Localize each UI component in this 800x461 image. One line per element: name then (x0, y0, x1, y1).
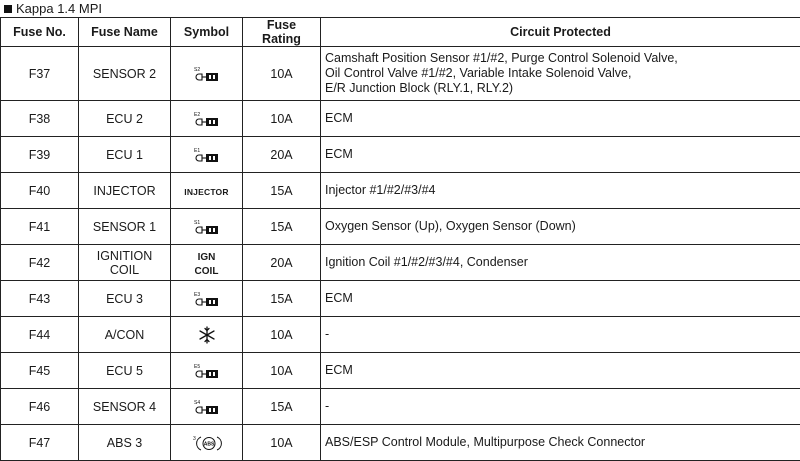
fuse-no-cell: F42 (1, 245, 79, 281)
section-header (4, 0, 102, 17)
fuse-no-cell: F46 (1, 389, 79, 425)
col-header-symbol: Symbol (171, 18, 243, 47)
table-row (1, 47, 800, 101)
fuse-rating-cell: 20A (243, 245, 321, 281)
table-row (1, 101, 800, 137)
fuse-name-cell: A/CON (79, 317, 171, 353)
bullet-square-icon (4, 5, 12, 13)
symbol-cell (171, 281, 243, 317)
fuse-name-cell: ABS 3 (79, 425, 171, 461)
svg-text:S1: S1 (194, 220, 200, 226)
fuse-name-cell: ECU 5 (79, 353, 171, 389)
symbol-cell (171, 209, 243, 245)
circuit-protected-cell: Oxygen Sensor (Up), Oxygen Sensor (Down) (321, 209, 800, 245)
table-row (1, 317, 800, 353)
symbol-cell (171, 245, 243, 281)
fuse-rating-cell: 20A (243, 137, 321, 173)
fuse-rating-cell: 15A (243, 173, 321, 209)
svg-text:E2: E2 (194, 112, 200, 118)
snowflake-icon (198, 326, 216, 344)
circuit-protected-cell: ECM (321, 137, 800, 173)
circuit-protected-cell: Ignition Coil #1/#2/#3/#4, Condenser (321, 245, 800, 281)
fuse-rating-cell: 15A (243, 281, 321, 317)
fuse-rating-cell: 10A (243, 47, 321, 101)
fuse-rating-cell: 10A (243, 353, 321, 389)
fuse-no-cell: F41 (1, 209, 79, 245)
svg-text:E3: E3 (194, 292, 200, 298)
table-row (1, 425, 800, 461)
symbol-text: INJECTOR (184, 187, 228, 197)
table-row (1, 245, 800, 281)
fuse-name-cell: SENSOR 1 (79, 209, 171, 245)
fuse-name-cell: IGNITION COIL (79, 245, 171, 281)
svg-text:S4: S4 (194, 400, 200, 406)
col-header-fuse-name: Fuse Name (79, 18, 171, 47)
circuit-protected-cell: - (321, 389, 800, 425)
symbol-cell (171, 317, 243, 353)
fuse-no-cell: F47 (1, 425, 79, 461)
fuse-name-cell: INJECTOR (79, 173, 171, 209)
col-header-circuit-protected: Circuit Protected (321, 18, 800, 47)
circuit-protected-cell: Camshaft Position Sensor #1/#2, Purge Control Solenoid Valve, Oil Control Valve #1/#2, Variable Intake Solenoid Valve, E/R Junction Block (RLY.1, RLY.2) (321, 47, 800, 101)
circuit-protected-cell: ECM (321, 353, 800, 389)
fuse-name-cell: ECU 3 (79, 281, 171, 317)
table-row (1, 389, 800, 425)
svg-text:3: 3 (193, 436, 196, 442)
table-row (1, 209, 800, 245)
symbol-cell (171, 173, 243, 209)
fuse-no-cell: F37 (1, 47, 79, 101)
table-row (1, 353, 800, 389)
fuse-no-cell: F39 (1, 137, 79, 173)
engine-icon (192, 111, 222, 127)
symbol-cell (171, 137, 243, 173)
svg-text:S2: S2 (194, 67, 200, 73)
circuit-protected-cell: ECM (321, 101, 800, 137)
col-header-fuse-no: Fuse No. (1, 18, 79, 47)
svg-text:E5: E5 (194, 364, 200, 370)
table-row (1, 173, 800, 209)
fuse-rating-cell: 10A (243, 317, 321, 353)
engine-icon (192, 66, 222, 82)
engine-icon (192, 363, 222, 379)
fuse-no-cell: F44 (1, 317, 79, 353)
symbol-cell (171, 425, 243, 461)
fuse-rating-cell: 15A (243, 209, 321, 245)
svg-text:ABS: ABS (203, 441, 214, 447)
fuse-name-cell: SENSOR 4 (79, 389, 171, 425)
fuse-no-cell: F40 (1, 173, 79, 209)
circuit-protected-cell: ECM (321, 281, 800, 317)
abs-icon (192, 434, 222, 452)
svg-text:E1: E1 (194, 148, 200, 154)
fuse-no-cell: F43 (1, 281, 79, 317)
circuit-protected-cell: - (321, 317, 800, 353)
table-row (1, 137, 800, 173)
circuit-protected-cell: ABS/ESP Control Module, Multipurpose Check Connector (321, 425, 800, 461)
fuse-no-cell: F45 (1, 353, 79, 389)
symbol-cell (171, 101, 243, 137)
fuse-no-cell: F38 (1, 101, 79, 137)
fuse-name-cell: ECU 2 (79, 101, 171, 137)
fuse-table (0, 17, 800, 461)
fuse-rating-cell: 15A (243, 389, 321, 425)
table-row (1, 281, 800, 317)
symbol-cell (171, 353, 243, 389)
table-header-row (1, 18, 800, 47)
fuse-rating-cell: 10A (243, 101, 321, 137)
col-header-fuse-rating: Fuse Rating (243, 18, 321, 47)
symbol-text: IGN COIL (195, 252, 219, 277)
circuit-protected-cell: Injector #1/#2/#3/#4 (321, 173, 800, 209)
symbol-cell (171, 389, 243, 425)
engine-icon (192, 147, 222, 163)
engine-icon (192, 399, 222, 415)
fuse-name-cell: ECU 1 (79, 137, 171, 173)
fuse-rating-cell: 10A (243, 425, 321, 461)
engine-icon (192, 219, 222, 235)
fuse-name-cell: SENSOR 2 (79, 47, 171, 101)
engine-icon (192, 291, 222, 307)
symbol-cell (171, 47, 243, 101)
section-title: Kappa 1.4 MPI (16, 0, 102, 17)
